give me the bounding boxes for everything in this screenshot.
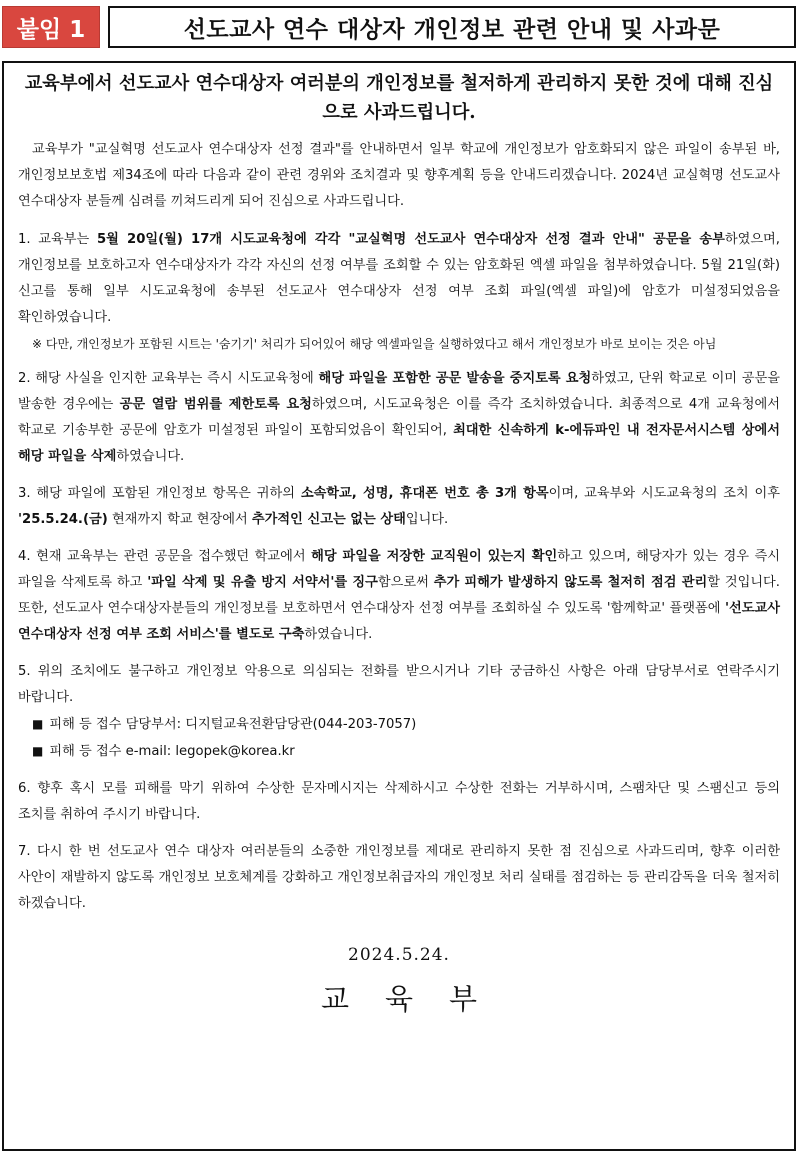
contact-email: ■ 피해 등 접수 e-mail: legopek@korea.kr	[32, 744, 295, 759]
item-6: 6. 향후 혹시 모를 피해를 막기 위하여 수상한 문자메시지는 삭제하시고 수상한 전화는 거부하시며, 스팸차단 및 스팸신고 등의 조치를 취하여 주시기 바랍니다.	[18, 781, 780, 822]
square-bullet-icon: ■	[32, 744, 44, 758]
item-1-note: ※ 다만, 개인정보가 포함된 시트는 '숨기기' 처리가 되어있어 해당 엑셀파일을 실행하였다고 해서 개인정보가 바로 보이는 것은 아님	[32, 337, 717, 351]
item-2: 2. 해당 사실을 인지한 교육부는 즉시 시도교육청에 해당 파일을 포함한 공문 발송을 중지토록 요청하였고, 단위 학교로 이미 공문을 발송한 경우에는 공문 열람 범위를 제한토록 요청하였으며, 시도교육청은 이를 즉각 조치하였습니다. 최종적으로 4개 교육청에서 학교로 기송부한 공문에 암호가 미설정된 파일이 포함되었음이 확인되어, 최대한 신속하게 k-에듀파인 내 전자문서시스템 상에서 해당 파일을 삭제하였습니다.	[18, 371, 780, 464]
apology-statement: 교육부에서 선도교사 연수대상자 여러분의 개인정보를 철저하게 관리하지 못한 것에 대해 진심으로 사과드립니다.	[24, 73, 774, 123]
contact-department: ■ 피해 등 접수 담당부서: 디지털교육전환담당관(044-203-7057)	[32, 717, 417, 732]
document-header	[2, 6, 796, 50]
item-3: 3. 해당 파일에 포함된 개인정보 항목은 귀하의 소속학교, 성명, 휴대폰 번호 총 3개 항목이며, 교육부와 시도교육청의 조치 이후 '25.5.24.(금) 현재까지 학교 현장에서 추가적인 신고는 없는 상태입니다.	[18, 486, 780, 527]
intro-paragraph: 교육부가 "교실혁명 선도교사 연수대상자 선정 결과"를 안내하면서 일부 학교에 개인정보가 암호화되지 않은 파일이 송부된 바, 개인정보보호법 제34조에 따라 다음과 같이 관련 경위와 조치결과 및 향후계획 등을 안내드리겠습니다. 2024년 교실혁명 선도교사 연수대상자 분들께 심려를 끼쳐드리게 되어 진심으로 사과드립니다.	[18, 142, 780, 209]
item-7: 7. 다시 한 번 선도교사 연수 대상자 여러분들의 소중한 개인정보를 제대로 관리하지 못한 점 진심으로 사과드리며, 향후 이러한 사안이 재발하지 않도록 개인정보 보호체계를 강화하고 개인정보취급자의 개인정보 처리 실태를 점검하는 등 관리감독을 더욱 철저히 하겠습니다.	[18, 844, 780, 911]
square-bullet-icon: ■	[32, 717, 44, 731]
issue-date: 2024.5.24.	[348, 945, 450, 965]
item-1: 1. 교육부는 5월 20일(월) 17개 시도교육청에 각각 "교실혁명 선도교사 연수대상자 선정 결과 안내" 공문을 송부하였으며, 개인정보를 보호하고자 연수대상자가 각각 자신의 선정 여부를 조회할 수 있는 암호화된 엑셀 파일을 첨부하였습니다. 5월 21일(화) 신고를 통해 일부 시도교육청에 송부된 선도교사 연수대상자 선정 여부 조회 파일(엑셀 파일)에 암호가 미설정되었음을 확인하였습니다.	[18, 232, 780, 325]
attachment-tag: 붙임 1	[2, 6, 100, 48]
document-title: 선도교사 연수 대상자 개인정보 관련 안내 및 사과문	[108, 6, 796, 48]
item-4: 4. 현재 교육부는 관련 공문을 접수했던 학교에서 해당 파일을 저장한 교직원이 있는지 확인하고 있으며, 해당자가 있는 경우 즉시 파일을 삭제토록 하고 '파일 삭제 및 유출 방지 서약서'를 징구함으로써 추가 피해가 발생하지 않도록 철저히 점검 관리할 것입니다. 또한, 선도교사 연수대상자분들의 개인정보를 보호하면서 연수대상자 선정 여부를 조회하실 수 있도록 '함께학교' 플랫폼에 '선도교사 연수대상자 선정 여부 조회 서비스'를 별도로 구축하였습니다.	[18, 549, 781, 642]
issuing-organization: 교육부	[320, 982, 514, 1016]
notice-body	[2, 61, 796, 1151]
item-5: 5. 위의 조치에도 불구하고 개인정보 악용으로 의심되는 전화를 받으시거나 기타 궁금하신 사항은 아래 담당부서로 연락주시기 바랍니다.	[18, 664, 780, 705]
